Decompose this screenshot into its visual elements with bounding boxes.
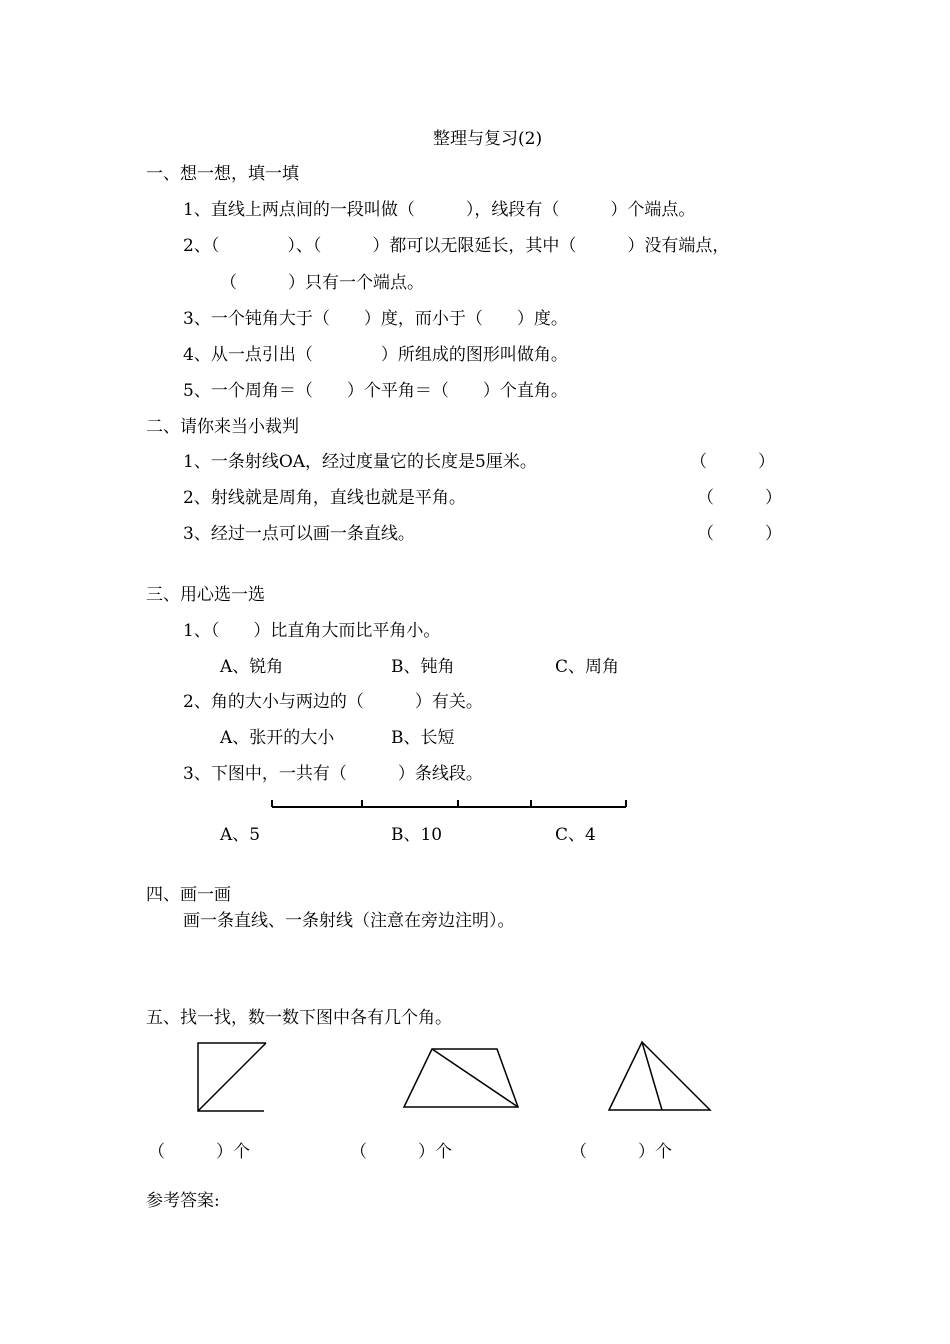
s2-item-2-paren: （ ）	[697, 488, 782, 508]
s2-item-3-paren: （ ）	[697, 524, 782, 544]
page-title: 整理与复习(2)	[433, 129, 543, 149]
section-2-heading: 二、请你来当小裁判	[146, 417, 299, 437]
section-1-heading: 一、想一想，填一填	[146, 164, 299, 184]
s2-item-2: 2、射线就是周角，直线也就是平角。	[183, 488, 466, 508]
s2-item-3: 3、经过一点可以画一条直线。	[183, 524, 415, 544]
s2-item-1: 1、一条射线OA，经过度量它的长度是5厘米。	[183, 452, 537, 472]
s1-item-2-cont: （ ）只有一个端点。	[220, 273, 424, 293]
s1-item-2: 2、（ ）、（ ）都可以无限延长，其中（ ）没有端点，	[183, 236, 730, 256]
section-5-heading: 五、找一找，数一数下图中各有几个角。	[146, 1008, 452, 1028]
s3-q2-option-a: A、张开的大小	[220, 728, 335, 748]
s3-q3-option-a: A、5	[220, 825, 261, 845]
figure-trapezoid	[404, 1049, 518, 1107]
s3-q2: 2、角的大小与两边的（ ）有关。	[183, 692, 483, 712]
s3-q1: 1、（ ）比直角大而比平角小。	[183, 621, 441, 641]
s1-item-3: 3、一个钝角大于（ ）度，而小于（ ）度。	[183, 309, 568, 329]
s3-q1-option-c: C、周角	[555, 657, 620, 677]
s1-item-1: 1、直线上两点间的一段叫做（ ），线段有（ ）个端点。	[183, 200, 696, 220]
s3-q1-option-a: A、锐角	[220, 657, 284, 677]
s2-item-1-paren: （ ）	[690, 452, 775, 472]
segment-diagram	[272, 800, 626, 807]
s5-answer-1: （ ）个	[148, 1142, 250, 1162]
s3-q1-option-b: B、钝角	[391, 657, 455, 677]
s1-item-4: 4、从一点引出（ ）所组成的图形叫做角。	[183, 345, 568, 365]
section-4-heading: 四、画一画	[146, 885, 231, 905]
s3-q3: 3、下图中，一共有（ ）条线段。	[183, 764, 483, 784]
section-3-heading: 三、用心选一选	[146, 585, 265, 605]
figure-square-with-diagonal	[198, 1043, 266, 1111]
s1-item-5: 5、一个周角＝（ ）个平角＝（ ）个直角。	[183, 381, 568, 401]
figure-triangle	[609, 1042, 710, 1110]
s3-q3-option-c: C、4	[555, 825, 596, 845]
s5-answer-3: （ ）个	[570, 1142, 672, 1162]
reference-answers-label: 参考答案:	[146, 1191, 220, 1211]
s3-q2-option-b: B、长短	[391, 728, 455, 748]
s5-answer-2: （ ）个	[350, 1142, 452, 1162]
s3-q3-option-b: B、10	[391, 825, 443, 845]
s4-instruction: 画一条直线、一条射线（注意在旁边注明）。	[183, 911, 515, 931]
